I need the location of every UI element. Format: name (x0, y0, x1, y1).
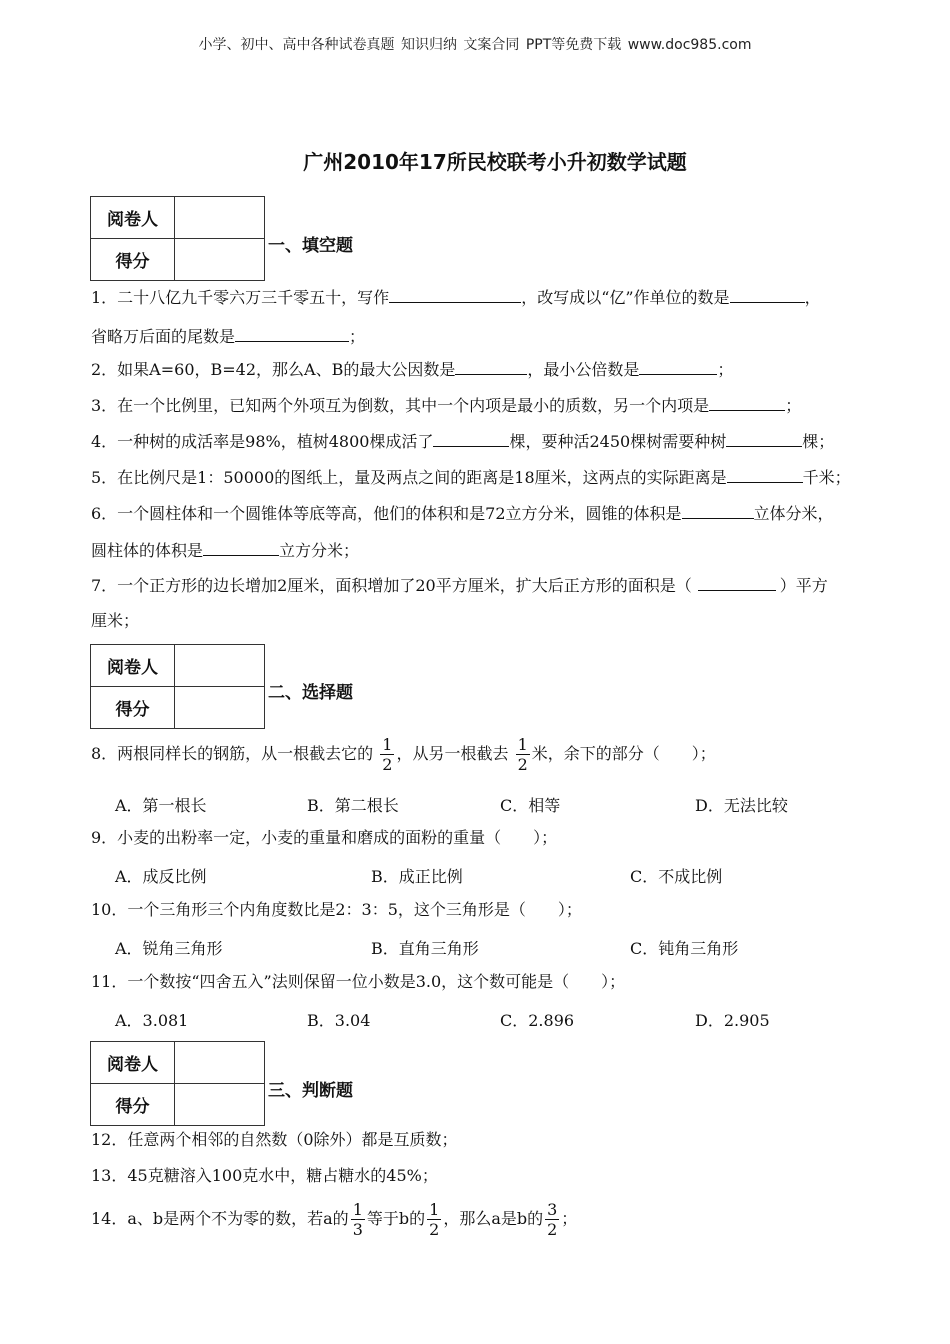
reader-cell[interactable] (175, 645, 265, 687)
answer-blank[interactable] (455, 358, 527, 375)
option-c[interactable]: C．相等 (500, 796, 561, 815)
fraction: $\frac{1}{2}$ (382, 735, 393, 774)
score-table (90, 1041, 265, 1126)
answer-blank[interactable] (235, 325, 349, 342)
option-a[interactable]: A．3.081 (115, 1011, 189, 1030)
question-1-cont: 省略万后面的尾数是 ； (91, 327, 366, 346)
option-c[interactable]: C．2.896 (500, 1011, 575, 1030)
page-title: 广州2010年17所民校联考小升初数学试题 (303, 150, 687, 174)
option-a[interactable]: A．第一根长 (115, 796, 207, 815)
score-label: 得分 (91, 1084, 175, 1126)
question-9: 9．小麦的出粉率一定，小麦的重量和磨成的面粉的重量（ ）； (91, 828, 558, 847)
reader-label: 阅卷人 (91, 1042, 175, 1084)
score-table (90, 196, 265, 281)
question-12: 12．任意两个相邻的自然数（0除外）都是互质数； (91, 1130, 458, 1149)
answer-blank[interactable] (698, 574, 776, 591)
question-10: 10．一个三角形三个内角度数比是2：3：5，这个三角形是（ ）； (91, 900, 582, 919)
option-b[interactable]: B．直角三角形 (371, 939, 479, 958)
answer-blank[interactable] (433, 430, 509, 447)
option-a[interactable]: A．成反比例 (115, 867, 207, 886)
question-1: 1．二十八亿九千零六万三千零五十，写作 ，改写成以“亿”作单位的数是 ， (91, 288, 821, 307)
question-7-cont: 厘米； (91, 611, 140, 630)
option-a[interactable]: A．锐角三角形 (115, 939, 223, 958)
question-14: 14．a、b是两个不为零的数，若a的 $\frac{1}{3}$ 等于b的 $\frac{1}{2}$ ，那么a是b的 $\frac{3}{2}$ ； (91, 1200, 578, 1239)
section-title: 三、判断题 (268, 1081, 353, 1101)
score-cell[interactable] (175, 239, 265, 281)
option-b[interactable]: B．3.04 (307, 1011, 371, 1030)
score-label: 得分 (91, 687, 175, 729)
question-7: 7．一个正方形的边长增加2厘米，面积增加了20平方厘米，扩大后正方形的面积是（ ）平方 (91, 576, 828, 595)
option-d[interactable]: D．无法比较 (695, 796, 788, 815)
reader-label: 阅卷人 (91, 645, 175, 687)
answer-blank[interactable] (726, 430, 802, 447)
option-c[interactable]: C．钝角三角形 (630, 939, 739, 958)
fraction: $\frac{1}{3}$ (352, 1200, 363, 1239)
question-5: 5．在比例尺是1：50000的图纸上，量及两点之间的距离是18厘米，这两点的实际距离是 千米； (91, 468, 851, 487)
reader-cell[interactable] (175, 197, 265, 239)
answer-blank[interactable] (682, 502, 754, 519)
question-4: 4．一种树的成活率是98%，植树4800棵成活了 棵，要种活2450棵树需要种树 棵； (91, 432, 835, 451)
site-header: 小学、初中、高中各种试卷真题 知识归纳 文案合同 PPT等免费下载 www.doc985.com (198, 37, 752, 53)
score-table (90, 644, 265, 729)
reader-label: 阅卷人 (91, 197, 175, 239)
option-d[interactable]: D．2.905 (695, 1011, 770, 1030)
question-6: 6．一个圆柱体和一个圆锥体等底等高，他们的体积和是72立方分米，圆锥的体积是 立体分米， (91, 504, 834, 523)
question-2: 2．如果A=60，B=42，那么A、B的最大公因数是 ，最小公倍数是 ； (91, 360, 734, 379)
option-b[interactable]: B．成正比例 (371, 867, 463, 886)
answer-blank[interactable] (709, 394, 785, 411)
question-6-cont: 圆柱体的体积是 立方分米； (91, 541, 360, 560)
score-cell[interactable] (175, 687, 265, 729)
answer-blank[interactable] (639, 358, 717, 375)
section-title: 一、填空题 (268, 236, 353, 256)
question-13: 13．45克糖溶入100克水中，糖占糖水的45%； (91, 1166, 438, 1185)
fraction: $\frac{1}{2}$ (429, 1200, 440, 1239)
answer-blank[interactable] (389, 286, 521, 303)
question-3: 3．在一个比例里，已知两个外项互为倒数，其中一个内项是最小的质数，另一个内项是 ； (91, 396, 802, 415)
score-label: 得分 (91, 239, 175, 281)
answer-blank[interactable] (727, 466, 803, 483)
option-b[interactable]: B．第二根长 (307, 796, 399, 815)
score-cell[interactable] (175, 1084, 265, 1126)
fraction: $\frac{3}{2}$ (547, 1200, 558, 1239)
answer-blank[interactable] (203, 539, 279, 556)
answer-blank[interactable] (730, 286, 805, 303)
section-title: 二、选择题 (268, 683, 353, 703)
reader-cell[interactable] (175, 1042, 265, 1084)
question-8: 8．两根同样长的钢筋，从一根截去它的 $\frac{1}{2}$ ，从另一根截去 $\frac{1}{2}$ 米，余下的部分（ ）； (91, 735, 716, 774)
question-11: 11．一个数按“四舍五入”法则保留一位小数是3.0，这个数可能是（ ）； (91, 972, 626, 991)
option-c[interactable]: C．不成比例 (630, 867, 723, 886)
fraction: $\frac{1}{2}$ (517, 735, 528, 774)
